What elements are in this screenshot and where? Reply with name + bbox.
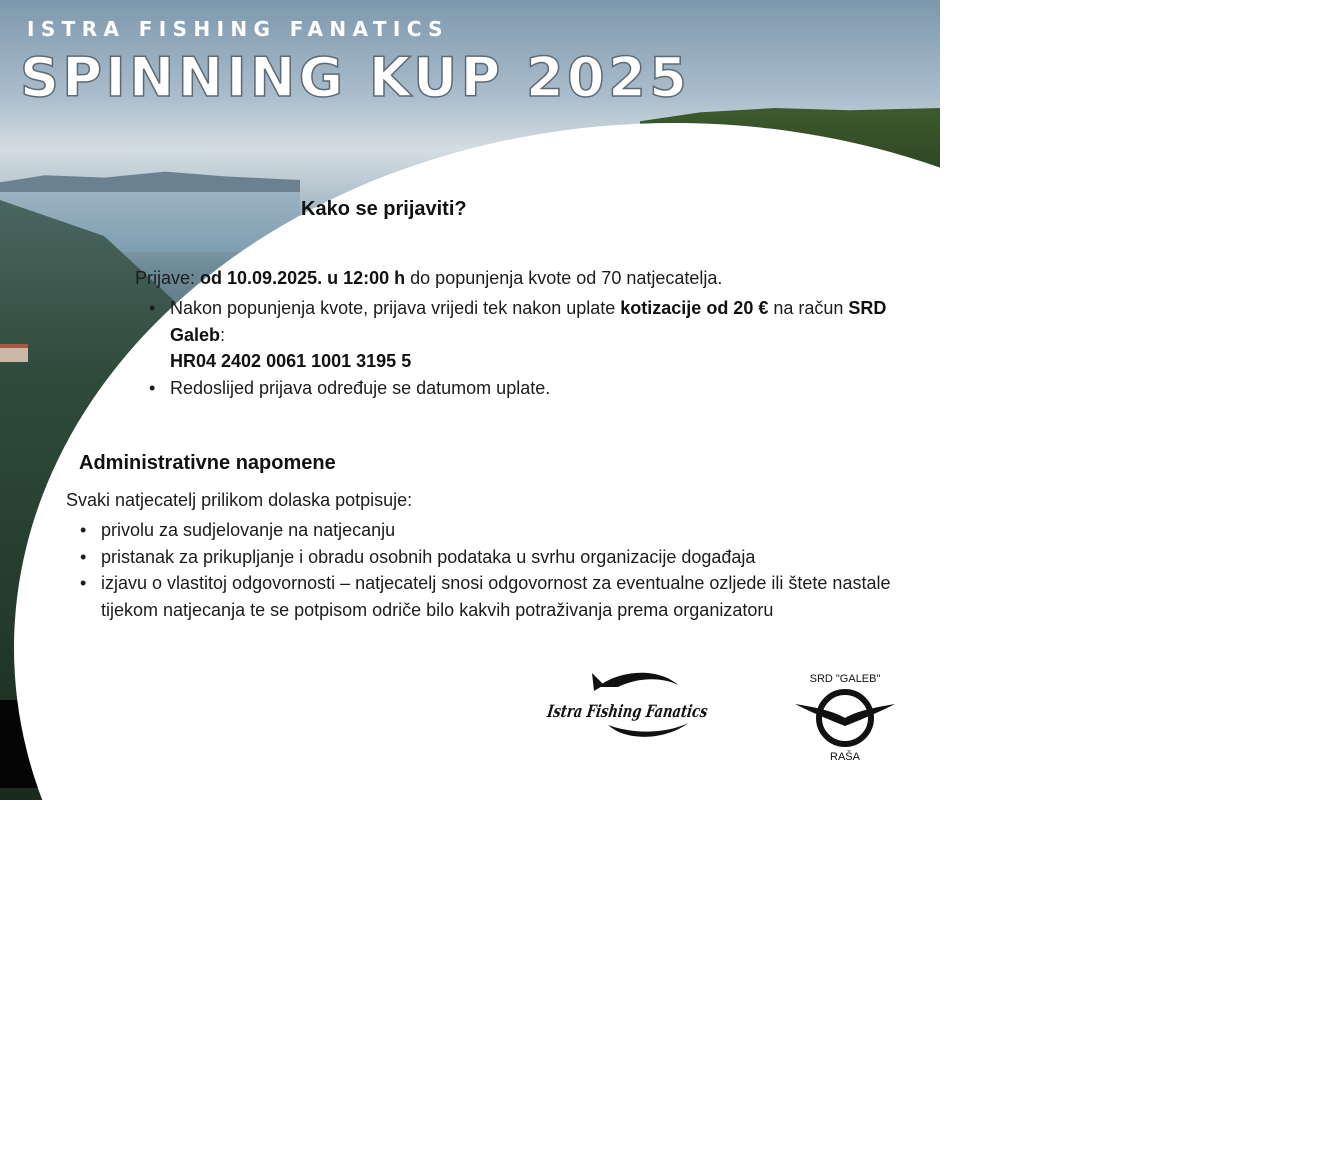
admin-item-text: izjavu o vlastitoj odgovornosti – natjecatelj snosi odgovornost za eventualne ozljede ili štete nastale tijekom natjecanja te se potpisom odriče bilo kakvih potraživanja prema organizatoru	[101, 573, 891, 620]
registration-date: od 10.09.2025. u 12:00 h	[200, 268, 406, 288]
house-image	[0, 344, 28, 362]
bullet-icon: •	[80, 546, 87, 567]
srd-galeb-logo	[790, 668, 900, 768]
registration-list	[149, 295, 930, 401]
bullet-icon: •	[80, 520, 87, 540]
admin-item-text: privolu za sudjelovanje na natjecanju	[101, 520, 396, 540]
istra-fishing-fanatics-logo	[545, 665, 757, 745]
event-title: SPINNING KUP 2025	[20, 46, 691, 109]
list-item	[149, 375, 930, 402]
bullet-icon: •	[149, 298, 156, 318]
list-item	[149, 295, 930, 375]
payment-text-3: :	[220, 324, 226, 345]
admin-item-text: pristanak za prikupljanje i obradu osobnih podataka u svrhu organizacije događaja	[101, 546, 756, 567]
distant-mountains	[0, 168, 300, 192]
iff-logo-text: Istra Fishing Fanatics	[545, 702, 757, 722]
brand-name: ISTRA FISHING FANATICS	[27, 17, 449, 41]
fish-swoosh-icon	[598, 673, 678, 687]
registration-intro-rest: do popunjenja kvote od 70 natjecatelja.	[405, 268, 723, 288]
bullet-icon: •	[149, 377, 156, 398]
registration-intro-label: Prijave:	[135, 268, 201, 288]
admin-heading: Administrativne napomene	[79, 452, 336, 474]
list-item	[80, 517, 921, 544]
poster	[0, 0, 940, 788]
bullet-icon: •	[80, 573, 87, 593]
srd-logo-top-text: SRD "GALEB"	[809, 673, 881, 685]
srd-logo-bottom-text: RAŠA	[830, 751, 860, 763]
payment-text-1: Nakon popunjenja kvote, prijava vrijedi tek nakon uplate	[170, 298, 621, 318]
admin-intro: Svaki natjecatelj prilikom dolaska potpisuje:	[66, 490, 413, 510]
fee-amount: kotizacije od 20 €	[620, 298, 769, 318]
order-note: Redoslijed prijava određuje se datumom uplate.	[170, 377, 551, 398]
admin-list	[80, 517, 921, 623]
payment-text-2: na račun	[768, 298, 849, 318]
fish-tail-icon	[592, 673, 604, 691]
list-item	[80, 544, 921, 571]
list-item	[80, 570, 921, 623]
account-holder: SRD Galeb	[170, 298, 887, 345]
iban: HR04 2402 0061 1001 3195 5	[170, 351, 412, 371]
seagull-icon	[795, 704, 895, 726]
registration-heading: Kako se prijaviti?	[301, 198, 467, 220]
registration-intro	[135, 265, 925, 292]
fish-arc-icon	[608, 723, 688, 737]
